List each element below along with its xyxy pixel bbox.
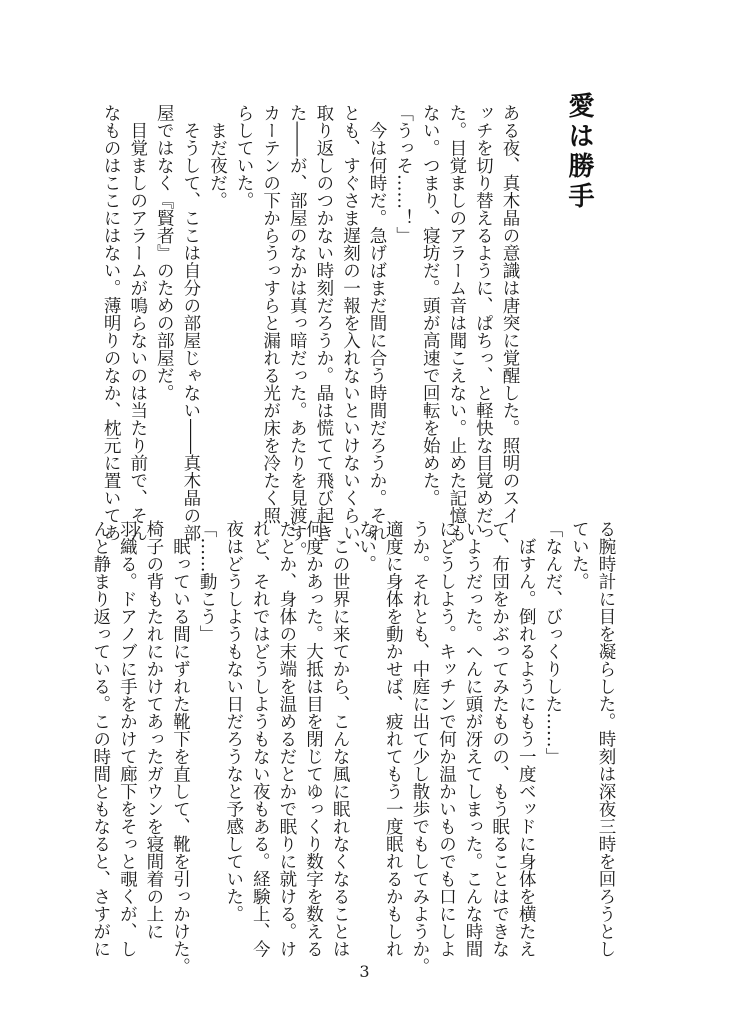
lower-text-block	[90, 520, 619, 975]
text-line: ぼすん。倒れるようにもう一度ベッドに身体を横たえ	[516, 520, 537, 958]
text-line: んと静まり返っている。この時間ともなると、さすがに	[90, 520, 111, 958]
text-line: そうして、ここは自分の部屋じゃない――真木晶の部	[180, 104, 201, 542]
text-line: 屋ではなく『賢者』のための部屋だ。	[154, 104, 175, 402]
text-line: 羽織る。ドアノブに手をかけて廊下をそっと覗くが、し	[117, 520, 138, 958]
text-line: 椅子の背もたれにかけてあったガウンを寝間着の上に	[143, 520, 164, 940]
text-line: 何度かあった。大抵は目を閉じてゆっくり数字を数える	[303, 520, 324, 958]
text-line: ない。つまり、寝坊だ。頭が高速で回転を始めた。	[420, 104, 441, 507]
text-line: にどうしよう。キッチンで何か温かいものでも口にしよ	[436, 520, 457, 958]
text-line: なものはここにはない。薄明りのなか、枕元に置いてあ	[101, 104, 122, 542]
chapter-title: 愛は勝手	[564, 92, 594, 212]
text-line: 目覚ましのアラームが鳴らないのは当たり前で、そん	[127, 104, 148, 542]
text-line: 取り返しのつかない時刻だろうか。晶は慌てて飛び起き	[313, 104, 334, 542]
text-line: れど、それではどうしようもない夜もある。経験上、今	[250, 520, 271, 958]
text-line: まだ夜だ。	[207, 104, 228, 209]
text-line: 今は何時だ。急げばまだ間に合う時間だろうか。それ	[367, 104, 388, 542]
text-line: た――が、部屋のなかは真っ暗だった。あたりを見渡す。	[287, 104, 308, 559]
text-line: うか。それとも、中庭に出て少し散歩でもしてみようか。	[409, 520, 430, 975]
text-line: だとか、身体の末端を温めるだとかで眠りに就ける。け	[276, 520, 297, 958]
text-line: 「なんだ、びっくりした……」	[542, 520, 563, 765]
page-number: 3	[359, 962, 370, 981]
text-line: る腕時計に目を凝らした。時刻は深夜三時を回ろうとし	[596, 520, 616, 958]
upper-text-block	[101, 104, 523, 559]
text-line: 「うっそ……！」	[393, 104, 414, 244]
text-line: とも、すぐさま遅刻の一報を入れないといけないくらい、	[340, 104, 361, 559]
text-line: 夜はどうしようもない日だろうなと予感していた。	[223, 520, 244, 923]
text-line: ある夜、真木晶の意識は唐突に覚醒した。照明のスイ	[500, 104, 520, 524]
text-line: た。目覚ましのアラーム音は聞こえない。止めた記憶も	[446, 104, 467, 542]
text-line: この世界に来てから、こんな風に眠れなくなることは	[330, 520, 351, 958]
text-line: 適度に身体を動かせば、疲れてもう一度眠れるかもしれ	[383, 520, 404, 958]
text-line: カーテンの下からうっすらと漏れる光が床を冷たく照	[260, 104, 281, 524]
text-line: らしていた。	[234, 104, 255, 209]
text-line: ていた。	[569, 520, 590, 590]
text-line: ない。	[356, 520, 377, 573]
text-line: 眠っている間にずれた靴下を直して、靴を引っかけた。	[170, 520, 191, 975]
text-line: いようだった。へんに頭が冴えてしまった。こんな時間	[463, 520, 484, 958]
text-line: 「……動こう」	[197, 520, 218, 643]
text-line: て、布団をかぶってみたものの、もう眠ることはできな	[489, 520, 510, 958]
text-line: ッチを切り替えるように、ぱちっ、と軽快な目覚めだっ	[473, 104, 494, 542]
